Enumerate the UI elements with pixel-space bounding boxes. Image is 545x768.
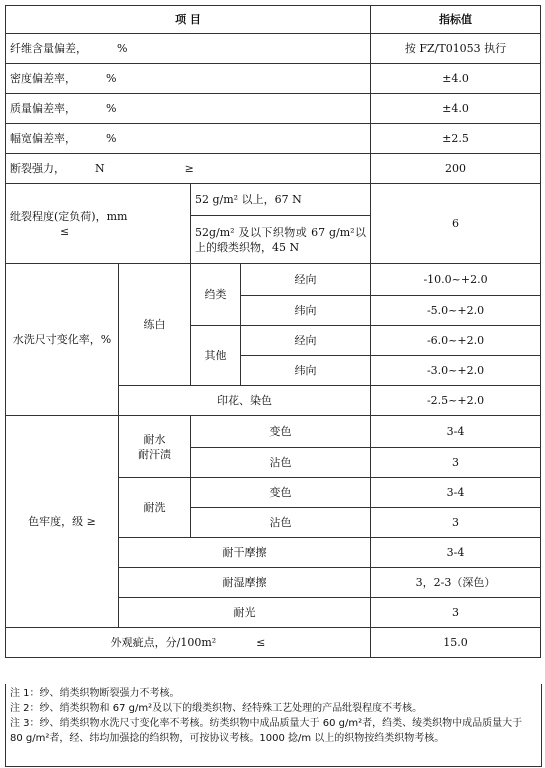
- slippage-sub2: 52g/m² 及以下织物或 67 g/m²以上的缎类织物，45 N: [191, 216, 371, 264]
- header-item: 项 目: [6, 6, 371, 34]
- table-row: [6, 124, 541, 154]
- appearance-value: 15.0: [371, 628, 541, 658]
- strength-value: 200: [371, 154, 541, 184]
- print-label: 印花、染色: [119, 386, 371, 416]
- other-warp-value: -6.0~+2.0: [371, 326, 541, 356]
- slippage-value: 6: [371, 184, 541, 264]
- w-change-value: 3-4: [371, 478, 541, 508]
- fiber-label: 纤维含量偏差， %: [6, 34, 371, 64]
- table-row: [6, 184, 541, 216]
- mass-value: ±4.0: [371, 94, 541, 124]
- mass-label: 质量偏差率， %: [6, 94, 371, 124]
- dry-rub-value: 3-4: [371, 538, 541, 568]
- slippage-sub1: 52 g/m² 以上，67 N: [191, 184, 371, 216]
- table-row: [6, 34, 541, 64]
- color-water-sweat: 耐水 耐汗渍: [119, 416, 191, 478]
- color-wash: 耐洗: [119, 478, 191, 538]
- wash-dim-silk: 绉类: [191, 264, 241, 326]
- w-stain-label: 沾色: [191, 508, 371, 538]
- note-3: 注 3：纱、绡类织物水洗尺寸变化率不考核。纺类织物中成品质量大于 60 g/m²者，绉类、绫类织物中成品质量大于 80 g/m²者，经、纬均加强捻的绉织物，可按协议考核。1000 捻/m 以上的织物按绉类织物考核。: [10, 718, 523, 744]
- table-row: [6, 154, 541, 184]
- w-stain-value: 3: [371, 508, 541, 538]
- width-label: 幅宽偏差率， %: [6, 124, 371, 154]
- wet-rub-value: 3，2-3（深色）: [371, 568, 541, 598]
- other-weft-value: -3.0~+2.0: [371, 356, 541, 386]
- slippage-label: 纰裂程度(定负荷)，mm ≤: [6, 184, 191, 264]
- wash-dim-label: 水洗尺寸变化率，%: [6, 264, 119, 416]
- table-row: [6, 628, 541, 658]
- silk-warp-value: -10.0~+2.0: [371, 264, 541, 296]
- table-row: [6, 416, 541, 448]
- table-row: [6, 94, 541, 124]
- ws-stain-label: 沾色: [191, 448, 371, 478]
- note-2: 注 2：纱、绡类织物和 67 g/m²及以下的缎类织物、经特殊工艺处理的产品纰裂程度不考核。: [10, 703, 423, 714]
- light-value: 3: [371, 598, 541, 628]
- silk-weft-value: -5.0~+2.0: [371, 296, 541, 326]
- width-value: ±2.5: [371, 124, 541, 154]
- header-row: [6, 6, 541, 34]
- print-value: -2.5~+2.0: [371, 386, 541, 416]
- ws-stain-value: 3: [371, 448, 541, 478]
- strength-label: 断裂强力， N ≥: [6, 154, 371, 184]
- light-label: 耐光: [119, 598, 371, 628]
- wash-dim-group: 练白: [119, 264, 191, 386]
- header-value: 指标值: [371, 6, 541, 34]
- other-weft-label: 纬向: [241, 356, 371, 386]
- density-value: ±4.0: [371, 64, 541, 94]
- spec-table: [5, 5, 541, 658]
- note-1: 注 1：纱、绡类织物断裂强力不考核。: [10, 688, 180, 699]
- appearance-label: 外观疵点，分/100m² ≤: [6, 628, 371, 658]
- dry-rub-label: 耐干摩擦: [119, 538, 371, 568]
- silk-warp-label: 经向: [241, 264, 371, 296]
- table-row: [6, 64, 541, 94]
- wet-rub-label: 耐湿摩擦: [119, 568, 371, 598]
- w-change-label: 变色: [191, 478, 371, 508]
- silk-weft-label: 纬向: [241, 296, 371, 326]
- table-row: [6, 264, 541, 296]
- ws-change-value: 3-4: [371, 416, 541, 448]
- wash-dim-other: 其他: [191, 326, 241, 386]
- ws-change-label: 变色: [191, 416, 371, 448]
- density-label: 密度偏差率， %: [6, 64, 371, 94]
- fiber-value: 按 FZ/T01053 执行: [371, 34, 541, 64]
- notes-block: [5, 684, 542, 767]
- other-warp-label: 经向: [241, 326, 371, 356]
- color-label: 色牢度，级 ≥: [6, 416, 119, 628]
